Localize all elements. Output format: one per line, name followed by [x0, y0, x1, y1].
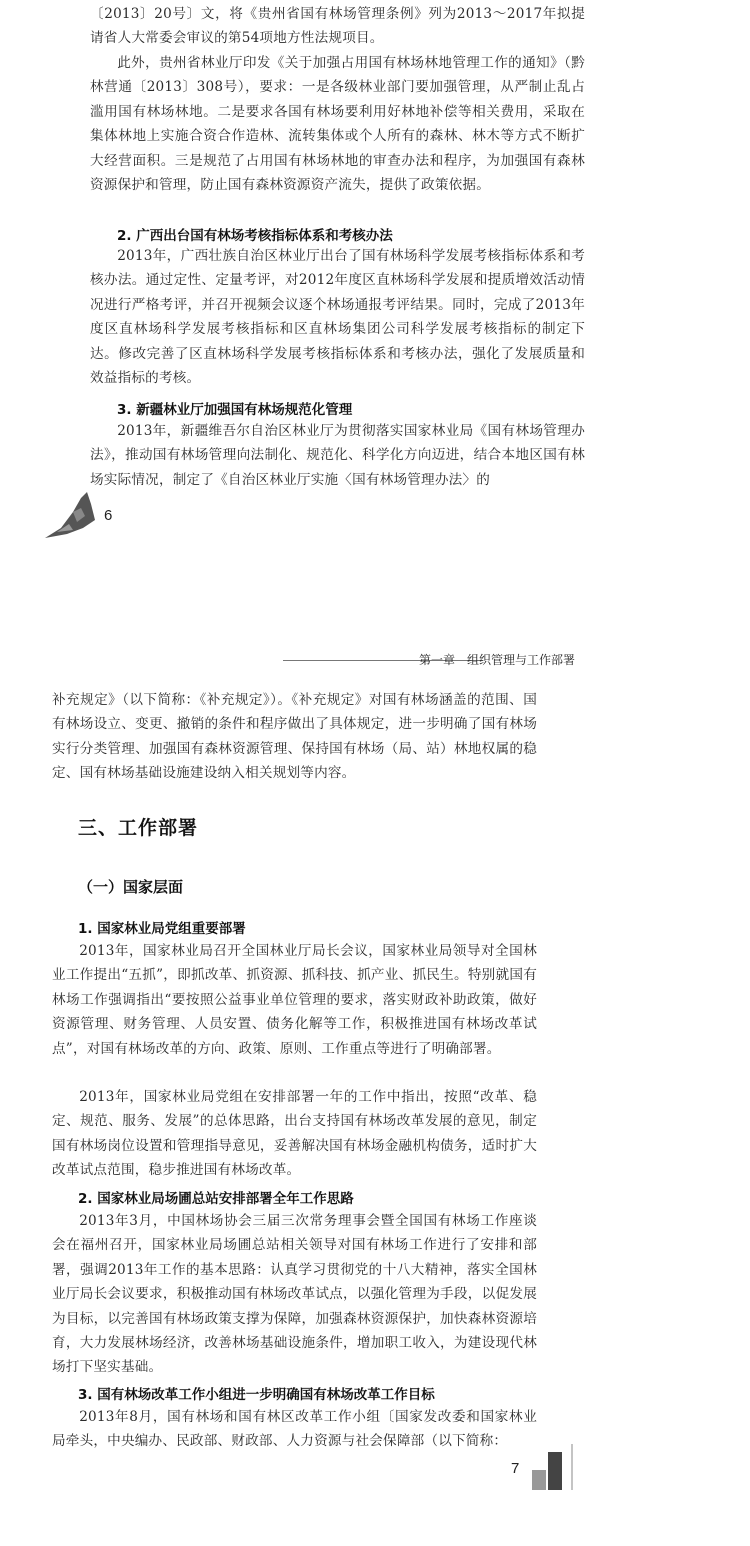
page-7 [0, 620, 750, 1546]
heading: 2. 国家林业局场圃总站安排部署全年工作思路 [78, 1191, 354, 1207]
paragraph: 2013年，新疆维吾尔自治区林业厅为贯彻落实国家林业局《国有林场管理办法》，推动国有林场管理向法制化、规范化、科学化方向迈进，结合本地区国有林场实际情况，制定了《自治区林业厅实施〈国有林场管理办法〉的 [90, 423, 585, 488]
running-head: 第一章 组织管理与工作部署 [418, 653, 575, 667]
paragraph: 2013年，国家林业局党组在安排部署一年的工作中指出，按照“改革、稳定、规范、服务、发展”的总体思路，出台支持国有林场改革发展的意见，制定国有林场岗位设置和管理指导意见，妥善解决国有林场金融机构债务，适时扩大改革试点范围，稳步推进国有林场改革。 [52, 1089, 537, 1179]
subsection-title: （一）国家层面 [78, 878, 184, 896]
paragraph: 〔2013〕20号〕文，将《贵州省国有林场管理条例》列为2013～2017年拟提请省人大常委会审议的第54项地方性法规项目。 [90, 6, 585, 47]
page-6 [0, 0, 750, 560]
heading: 1. 国家林业局党组重要部署 [78, 921, 246, 937]
page-number: 7 [511, 1460, 520, 1477]
paragraph: 2013年，国家林业局召开全国林业厅局长会议，国家林业局领导对全国林业工作提出“五抓”，即抓改革、抓资源、抓科技、抓产业、抓民生。特别就国有林场工作强调指出“要按照公益事业单位管理的要求，落实财政补助政策，做好资源管理、财务管理、人员安置、债务化解等工作，积极推进国有林场改革试点”，对国有林场改革的方向、政策、原则、工作重点等进行了明确部署。 [52, 943, 537, 1057]
paragraph: 2013年8月，国有林场和国有林区改革工作小组〔国家发改委和国家林业局牵头，中央编办、民政部、财政部、人力资源与社会保障部（以下简称： [52, 1409, 537, 1450]
bar-decoration-icon [530, 1442, 580, 1492]
paragraph: 此外，贵州省林业厅印发《关于加强占用国有林场林地管理工作的通知》（黔林营通〔2013〕308号），要求：一是各级林业部门要加强管理，从严制止乱占滥用国有林场林地。二是要求各国有林场要利用好林地补偿等相关费用，采取在集体林地上实施合资合作造林、流转集体或个人所有的森林、林木等方式不断扩大经营面积。三是规范了占用国有林场林地的审查办法和程序，为加强国有森林资源保护和管理，防止国有森林资源资产流失，提供了政策依据。 [90, 55, 585, 194]
paragraph: 2013年，广西壮族自治区林业厅出台了国有林场科学发展考核指标体系和考核办法。通过定性、定量考评，对2012年度区直林场科学发展和提质增效活动情况进行严格考评，并召开视频会议逐个林场通报考评结果。同时，完成了2013年度区直林场科学发展考核指标和区直林场集团公司科学发展考核指标的制定下达。修改完善了区直林场科学发展考核指标体系和考核办法，强化了发展质量和效益指标的考核。 [90, 248, 585, 387]
heading: 3. 国有林场改革工作小组进一步明确国有林场改革工作目标 [78, 1387, 435, 1403]
paragraph: 2013年3月，中国林场协会三届三次常务理事会暨全国国有林场工作座谈会在福州召开，国家林业局场圃总站相关领导对国有林场工作进行了安排和部署，强调2013年工作的基本思路：认真学习贯彻党的十八大精神，落实全国林业厅局长会议要求，积极推动国有林场改革试点，以强化管理为手段，以促发展为目标，以完善国有林场政策支撑为保障，加强森林资源保护，加快森林资源培育，大力发展林场经济，改善林场基础设施条件，增加职工收入，为建设现代林场打下坚实基础。 [52, 1213, 537, 1376]
heading: 3. 新疆林业厅加强国有林场规范化管理 [117, 402, 353, 418]
section-title: 三、工作部署 [78, 817, 199, 839]
tree-decoration-icon [43, 490, 98, 540]
paragraph: 补充规定》（以下简称：《补充规定》）。《补充规定》对国有林场涵盖的范围、国有林场设立、变更、撤销的条件和程序做出了具体规定，进一步明确了国有林场实行分类管理、加强国有森林资源管理、保持国有林场（局、站）林地权属的稳定、国有林场基础设施建设纳入相关规划等内容。 [52, 692, 537, 782]
heading: 2. 广西出台国有林场考核指标体系和考核办法 [117, 228, 393, 244]
page-number: 6 [104, 507, 113, 524]
